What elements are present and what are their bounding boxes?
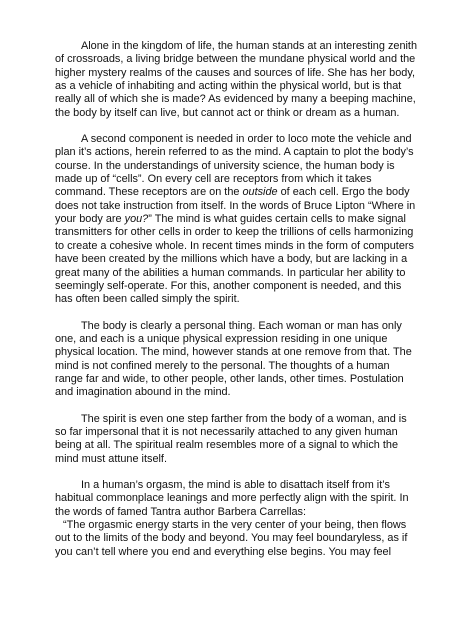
emphasis-outside: outside [242,186,278,199]
emphasis-you: you? [124,213,149,226]
paragraph-5: In a human’s orgasm, the mind is able to disattach itself from it’s habitual commonplace leanings and more perfectly align with the spirit. In the words of famed Tantra author Barbera Carrellas: [55,478,409,518]
block-quote: “The orgasmic energy starts in the very center of your being, then flows out to the limits of the body and beyond. You may feel boundaryless, as if you can’t tell where you end and everything else begins. You may feel [55,519,408,558]
paragraph-2-text-c: ” The mind is what guides certain cells to make signal transmitters for other cells in order to keep the trillions of cells harmonizing to create a cohesive whole. In recent times minds in the form of computers have been created by the millions which have a body, but are lacking in a great many of the abilities a human commands. In particular her ability to seemingly self-operate. For this, another component is needed, and this has often been called simply the spirit. [55,213,414,306]
paragraph-2-text-a: A second component is needed in order to loco mote the vehicle and plan it’s actions, herein referred to as the mind. A captain to plot the body’s course. In the understandings of university science, the human body is made up of “cells”. On every cell are receptors from which it takes command. These receptors are on the [55,133,414,199]
paragraph-2 [55,133,419,306]
paragraph-4: The spirit is even one step farther from the body of a woman, and is so far impersonal that it is not necessarily attached to any given human being at all. The spiritual realm resembles more of a signal to which the mind must attune itself. [55,412,407,465]
paragraph-1: Alone in the kingdom of life, the human stands at an interesting zenith of crossroads, a living bridge between the mundane physical world and the higher mystery realms of the causes and sources of life. She has her body, as a vehicle of inhabiting and acting within the physical world, but is that really all of which she is made? As evidenced by many a beeping machine, the body by itself can live, but cannot act or think or dream as a human. [55,40,418,119]
paragraph-3: The body is clearly a personal thing. Each woman or man has only one, and each is a unique physical expression residing in one unique physical location. The mind, however stands at one remove from that. The mind is not confined merely to the personal. The thoughts of a human range far and wide, to other people, other lands, other times. Postulation and imagination abound in the mind. [55,319,412,399]
paragraph-2-text-b: of each cell. Ergo the body does not take instruction from itself. In the words of Bruce Lipton “Where in your body are [55,186,416,226]
